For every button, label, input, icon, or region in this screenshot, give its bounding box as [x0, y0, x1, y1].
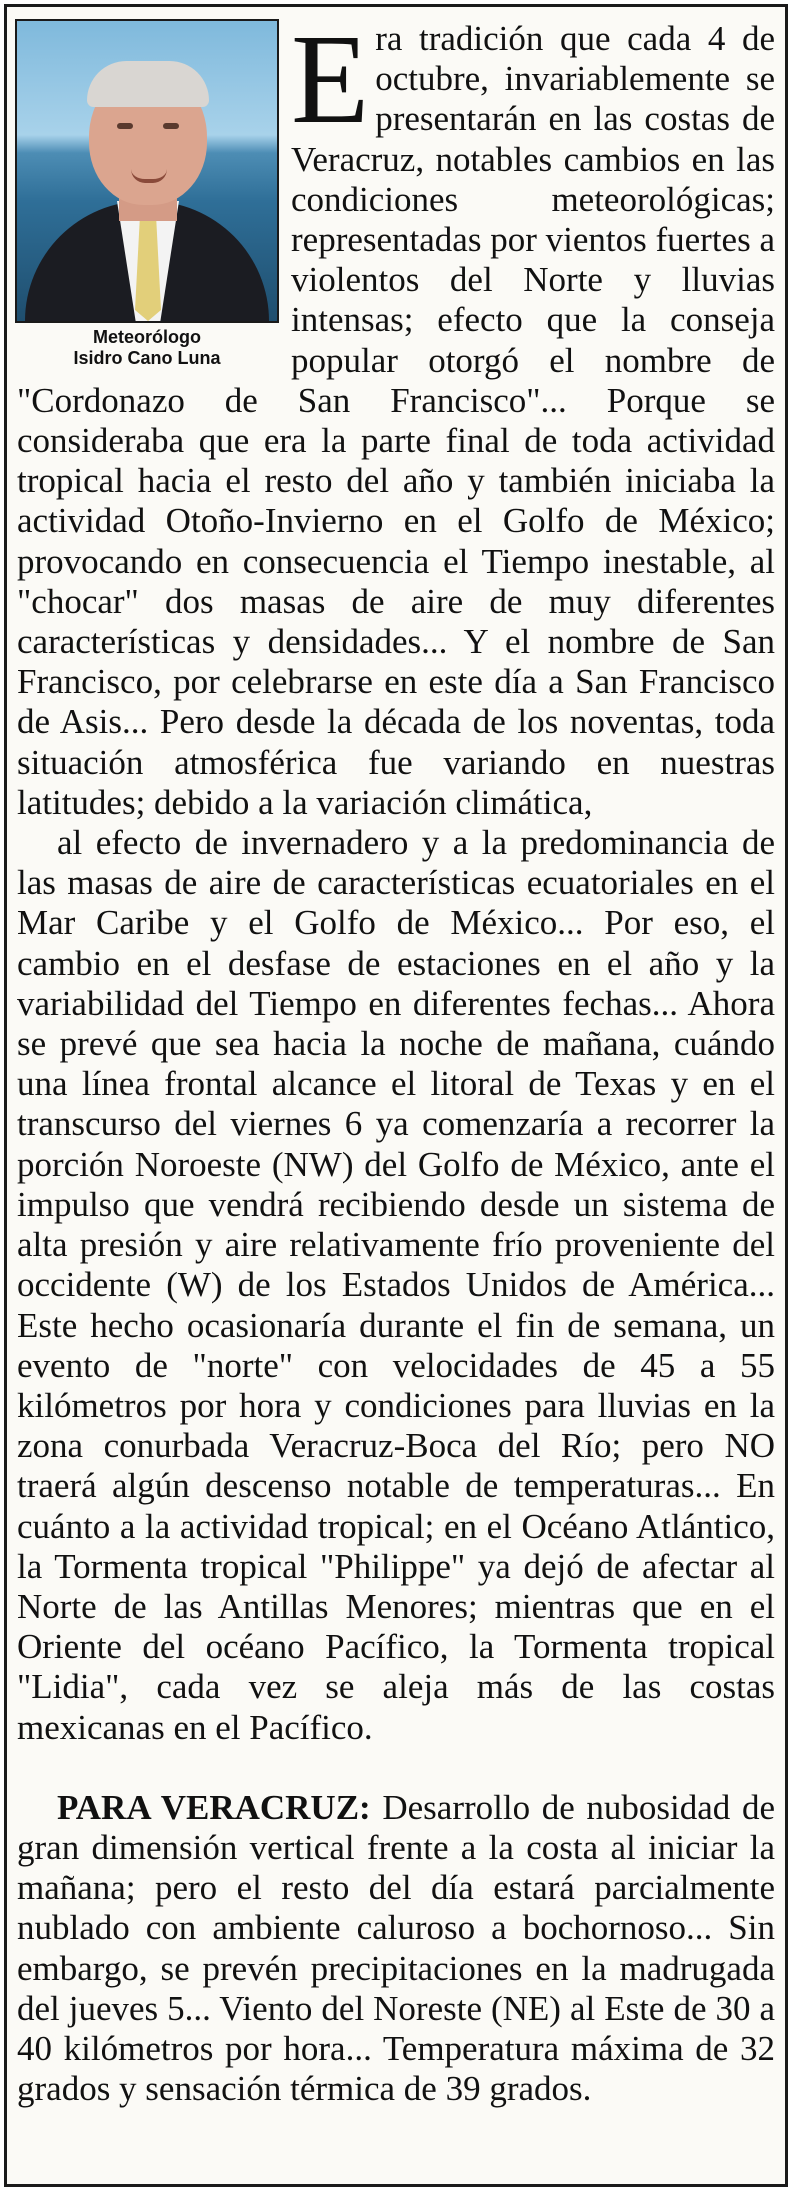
caption-name: Isidro Cano Luna — [73, 348, 221, 368]
photo-caption — [15, 327, 279, 369]
forecast-text: Desarrollo de nubosidad de gran dimensión vertical frente a la costa al iniciar la mañana; pero el resto del día estará parcialmente nublado con ambiente caluroso a bochornoso... Sin embargo, se prevén precipitaciones en la madrugada del jueves 5... Viento del Noreste (NE) al Este de 30 a 40 kilómetros por hora... Temperatura máxima de 32 grados y sensación térmica de 39 grados. — [17, 1787, 775, 2109]
paragraph-1-text: ra tradición que cada 4 de octubre, invariablemente se presentarán en las costas de Veracruz, notables cambios en las condiciones meteorológicas; representadas por vientos fuertes a violentos del Norte y lluvias intensas; efecto que la conseja popular otorgó el nombre de "Cordonazo de San Francisco"... Porque se consideraba que era la parte final de toda actividad tropical hacia el resto del año y también iniciaba la actividad Otoño-Invierno en el Golfo de México; provocando en consecuencia el Tiempo inestable, al "chocar" dos masas de aire de muy diferentes características y densidades... Y el nombre de San Francisco, por celebrarse en este día a San Francisco de Asis... Pero desde la década de los noventas, toda situación atmosférica fue variando en nuestras latitudes; debido a la variación climática, — [17, 19, 775, 822]
caption-title: Meteorólogo — [93, 327, 201, 347]
article-body — [17, 8, 775, 2109]
drop-cap: E — [291, 8, 370, 150]
author-photo-box — [15, 19, 279, 369]
article-frame — [4, 4, 788, 2187]
author-photo — [15, 19, 279, 323]
paragraph-gap — [17, 1748, 775, 1788]
forecast-heading: PARA VERACRUZ: — [57, 1787, 371, 1827]
paragraph-3 — [17, 1788, 775, 2110]
paragraph-2: al efecto de invernadero y a la predominancia de las masas de aire de características ecuatoriales en el Mar Caribe y el Golfo de México... Por eso, el cambio en el desfase de estaciones en el año y la variabilidad del Tiempo en diferentes fechas... Ahora se prevé que sea hacia la noche de mañana, cuándo una línea frontal alcance el litoral de Texas y en el transcurso del viernes 6 ya comenzaría a recorrer la porción Noroeste (NW) del Golfo de México, ante el impulso que vendrá recibiendo desde un sistema de alta presión y aire relativamente frío proveniente del occidente (W) de los Estados Unidos de América... Este hecho ocasionaría durante el fin de semana, un evento de "norte" con velocidades de 45 a 55 kilómetros por hora y condiciones para lluvias en la zona conurbada Veracruz-Boca del Río; pero NO traerá algún descenso notable de temperaturas... En cuánto a la actividad tropical; en el Océano Atlántico, la Tormenta tropical "Philippe" ya dejó de afectar al Norte de las Antillas Menores; mientras que en el Oriente del océano Pacífico, la Tormenta tropical "Lidia", cada vez se aleja más de las costas mexicanas en el Pacífico. — [17, 823, 775, 1747]
